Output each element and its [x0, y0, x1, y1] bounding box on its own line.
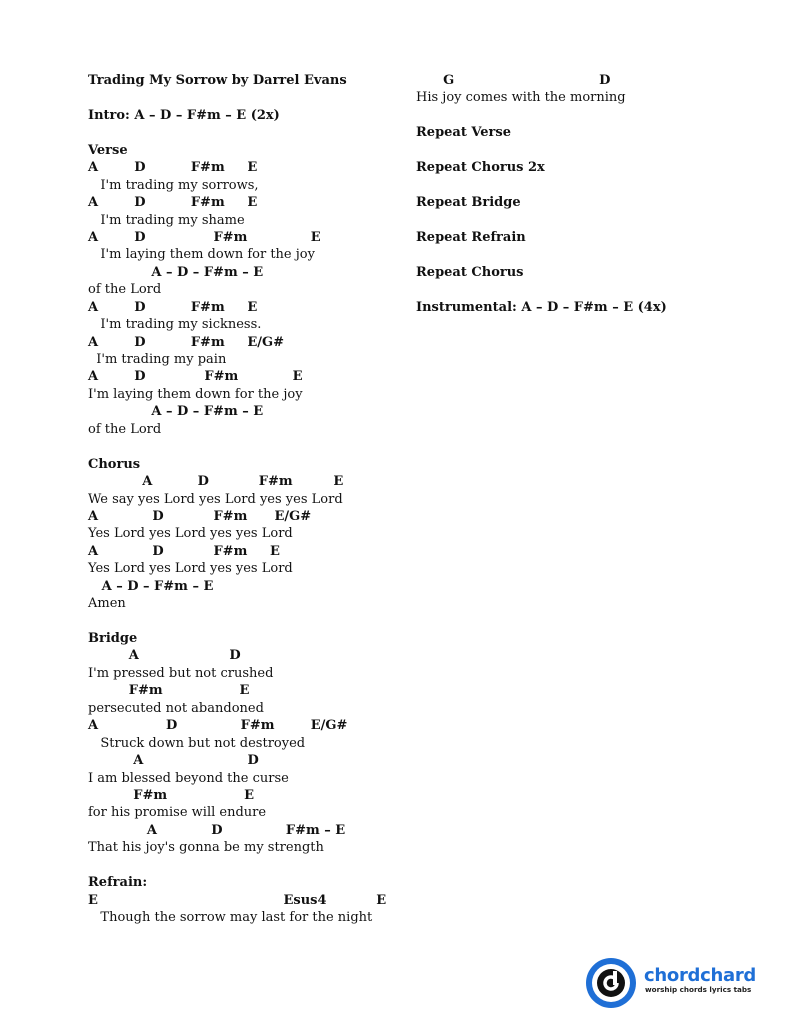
lyric-line: of the Lord — [88, 282, 162, 298]
lyric-line: His joy comes with the morning — [416, 90, 626, 106]
lyric-line: I'm laying them down for the joy — [88, 386, 303, 402]
lyric-line: persecuted not abandoned — [88, 700, 264, 716]
section-heading: Intro: A – D – F#m – E (2x) — [88, 107, 280, 123]
chord-line: A D F#m E — [88, 369, 303, 385]
section-heading: Trading My Sorrow by Darrel Evans — [88, 73, 347, 88]
lyric-line: Yes Lord yes Lord yes yes Lord — [88, 526, 293, 542]
section-heading: Repeat Refrain — [416, 229, 526, 245]
chordchard-logo-icon — [584, 955, 640, 1011]
chord-line: A D F#m E/G# — [88, 334, 284, 350]
blank-line — [416, 142, 766, 159]
lyric-line: I'm laying them down for the joy — [88, 247, 315, 263]
chord-line: A D F#m E — [88, 543, 280, 559]
lyric-line: We say yes Lord yes Lord yes yes Lord — [88, 491, 343, 507]
section-heading: Repeat Chorus — [416, 264, 524, 280]
chord-line: G D — [416, 73, 611, 88]
blank-line — [416, 246, 766, 263]
lyric-line: I'm trading my sorrows, — [88, 177, 259, 193]
lyric-line: Though the sorrow may last for the night — [88, 910, 373, 925]
lyric-line: That his joy's gonna be my strength — [88, 840, 324, 856]
lyric-line: I'm trading my sickness. — [88, 317, 262, 333]
blank-line — [88, 438, 408, 455]
chord-line: A D F#m E/G# — [88, 508, 312, 524]
lyric-line: I am blessed beyond the curse — [88, 770, 289, 786]
chord-line: A D F#m E/G# — [88, 718, 348, 734]
lyric-line: Struck down but not destroyed — [88, 735, 306, 751]
lyric-line: I'm trading my shame — [88, 212, 245, 228]
chord-line: A D F#m E — [88, 229, 321, 245]
logo-tagline: worship chords lyrics tabs — [645, 985, 752, 994]
lyric-line: of the Lord — [88, 421, 162, 437]
section-heading: Instrumental: A – D – F#m – E (4x) — [416, 299, 667, 315]
lyric-line: I'm trading my pain — [88, 352, 227, 367]
section-heading: Repeat Verse — [416, 125, 511, 141]
chord-line: A D F#m E — [88, 299, 258, 315]
chord-line: A – D – F#m – E — [88, 404, 264, 420]
lyric-line: for his promise will endure — [88, 805, 267, 821]
blank-line — [416, 281, 766, 298]
section-heading: Verse — [88, 142, 128, 158]
song-sheet-left-column — [88, 72, 408, 926]
chord-line: E Esus4 E — [88, 892, 387, 908]
chord-line: A – D – F#m – E — [88, 264, 264, 280]
lyric-line: I'm pressed but not crushed — [88, 665, 274, 681]
section-heading: Refrain: — [88, 875, 148, 891]
blank-line — [416, 212, 766, 229]
blank-line — [88, 857, 408, 874]
chord-line: A – D – F#m – E — [88, 578, 214, 594]
blank-line — [88, 613, 408, 630]
section-heading: Chorus — [88, 456, 141, 472]
blank-line — [88, 124, 408, 141]
chord-line: A D F#m E — [88, 195, 258, 211]
section-heading: Repeat Chorus 2x — [416, 160, 545, 176]
chord-line: A D F#m – E — [88, 822, 346, 838]
blank-line — [416, 177, 766, 194]
blank-line — [88, 89, 408, 106]
chord-line: F#m E — [88, 787, 254, 803]
section-heading: Bridge — [88, 631, 138, 646]
section-heading: Repeat Bridge — [416, 195, 521, 211]
logo-name: chordchard — [644, 965, 757, 986]
chord-line: A D F#m E — [88, 474, 344, 490]
lyric-line: Amen — [88, 596, 126, 612]
song-sheet-right-column — [416, 72, 766, 316]
chord-line: F#m E — [88, 683, 250, 699]
chord-line: A D — [88, 648, 241, 664]
chord-line: A D F#m E — [88, 160, 258, 176]
chord-line: A D — [88, 753, 259, 769]
chordchard-logo[interactable] — [584, 955, 769, 1011]
blank-line — [416, 107, 766, 124]
lyric-line: Yes Lord yes Lord yes yes Lord — [88, 561, 293, 577]
